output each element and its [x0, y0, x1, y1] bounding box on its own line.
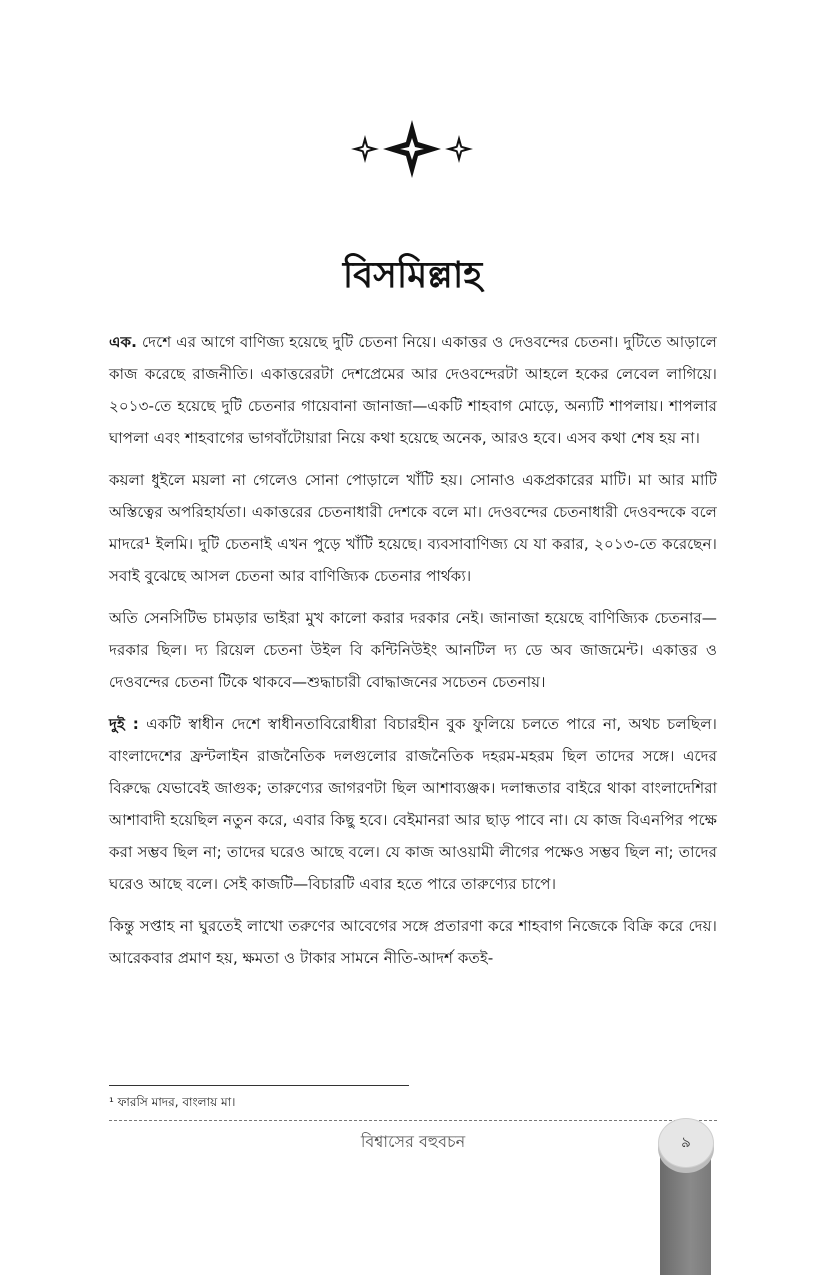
section-marker: এক.: [109, 333, 137, 351]
footnote: ¹ ফারসি মাদর, বাংলায় মা।: [109, 1095, 236, 1109]
footnote-divider: [109, 1085, 409, 1086]
paragraph: অতি সেনসিটিভ চামড়ার ভাইরা মুখ কালো করার দরকার নেই। জানাজা হয়েছে বাণিজ্যিক চেতনার—দরকার ছিল। দ্য রিয়েল চেতনা উইল বি কন্টিনিউইং আনটিল দ্য ডে অব জাজমেন্ট। একাত্তর ও দেওবন্দের চেতনা টিকে থাকবে—শুদ্ধাচারী বোদ্ধাজনের সচেতন চেতনায়।: [109, 609, 717, 691]
paragraph: কিন্তু সপ্তাহ না ঘুরতেই লাখো তরুণের আবেগের সঙ্গে প্রতারণা করে শাহবাগ নিজেকে বিক্রি করে দেয়। আরেকবার প্রমাণ হয়, ক্ষমতা ও টাকার সামনে নীতি-আদর্শ কতই-: [109, 917, 717, 967]
chapter-title: বিসমিল্লাহ: [342, 255, 483, 296]
section-marker: দুই :: [109, 715, 139, 733]
footer-divider: [109, 1120, 717, 1121]
page-number: ৯: [658, 1118, 714, 1168]
running-title: বিশ্বাসের বহুবচন: [360, 1132, 466, 1151]
body-text: [109, 326, 717, 984]
paragraph: এক. দেশে এর আগে বাণিজ্য হয়েছে দুটি চেতনা নিয়ে। একাত্তর ও দেওবন্দের চেতনা। দুটিতে আড়ালে কাজ করেছে রাজনীতি। একাত্তরেরটা দেশপ্রেমের আর দেওবন্দেরটা আহলে হকের লেবেল লাগিয়ে। ২০১৩-তে হয়েছে দুটি চেতনার গায়েবানা জানাজা—একটি শাহবাগ মোড়ে, অন্যটি শাপলায়। শাপলার ঘাপলা এবং শাহবাগের ভাগবাঁটোয়ারা নিয়ে কথা হয়েছে অনেক, আরও হবে। এসব কথা শেষ হয় না।: [109, 333, 717, 447]
ornament-icon: [347, 118, 477, 180]
paragraph: দুই : একটি স্বাধীন দেশে স্বাধীনতাবিরোধীরা বিচারহীন বুক ফুলিয়ে চলতে পারে না, অথচ চলছিল। বাংলাদেশের ফ্রন্টলাইন রাজনৈতিক দলগুলোর রাজনৈতিক দহরম-মহরম ছিল তাদের সঙ্গে। এদের বিরুদ্ধে যেভাবেই জাগুক; তারুণ্যের জাগরণটা ছিল আশাব্যঞ্জক। দলান্ধতার বাইরে থাকা বাংলাদেশিরা আশাবাদী হয়েছিল নতুন করে, এবার কিছু হবে। বেইমানরা আর ছাড় পাবে না। যে কাজ বিএনপির পক্ষে করা সম্ভব ছিল না; তাদের ঘরেও আছে বলে। যে কাজ আওয়ামী লীগের পক্ষেও সম্ভব ছিল না; তাদের ঘরেও আছে বলে। সেই কাজটি—বিচারটি এবার হতে পারে তারুণ্যের চাপে।: [109, 715, 717, 893]
paragraph: কয়লা ধুইলে ময়লা না গেলেও সোনা পোড়ালে খাঁটি হয়। সোনাও একপ্রকারের মাটি। মা আর মাটি অস্তিত্বের অপরিহার্যতা। একাত্তরের চেতনাধারী দেশকে বলে মা। দেওবন্দের চেতনাধারী দেওবন্দকে বলে মাদরে¹ ইলমি। দুটি চেতনাই এখন পুড়ে খাঁটি হয়েছে। ব্যবসাবাণিজ্য যে যা করার, ২০১৩-তে করেছেন। সবাই বুঝেছে আসল চেতনা আর বাণিজ্যিক চেতনার পার্থক্য।: [109, 471, 717, 585]
